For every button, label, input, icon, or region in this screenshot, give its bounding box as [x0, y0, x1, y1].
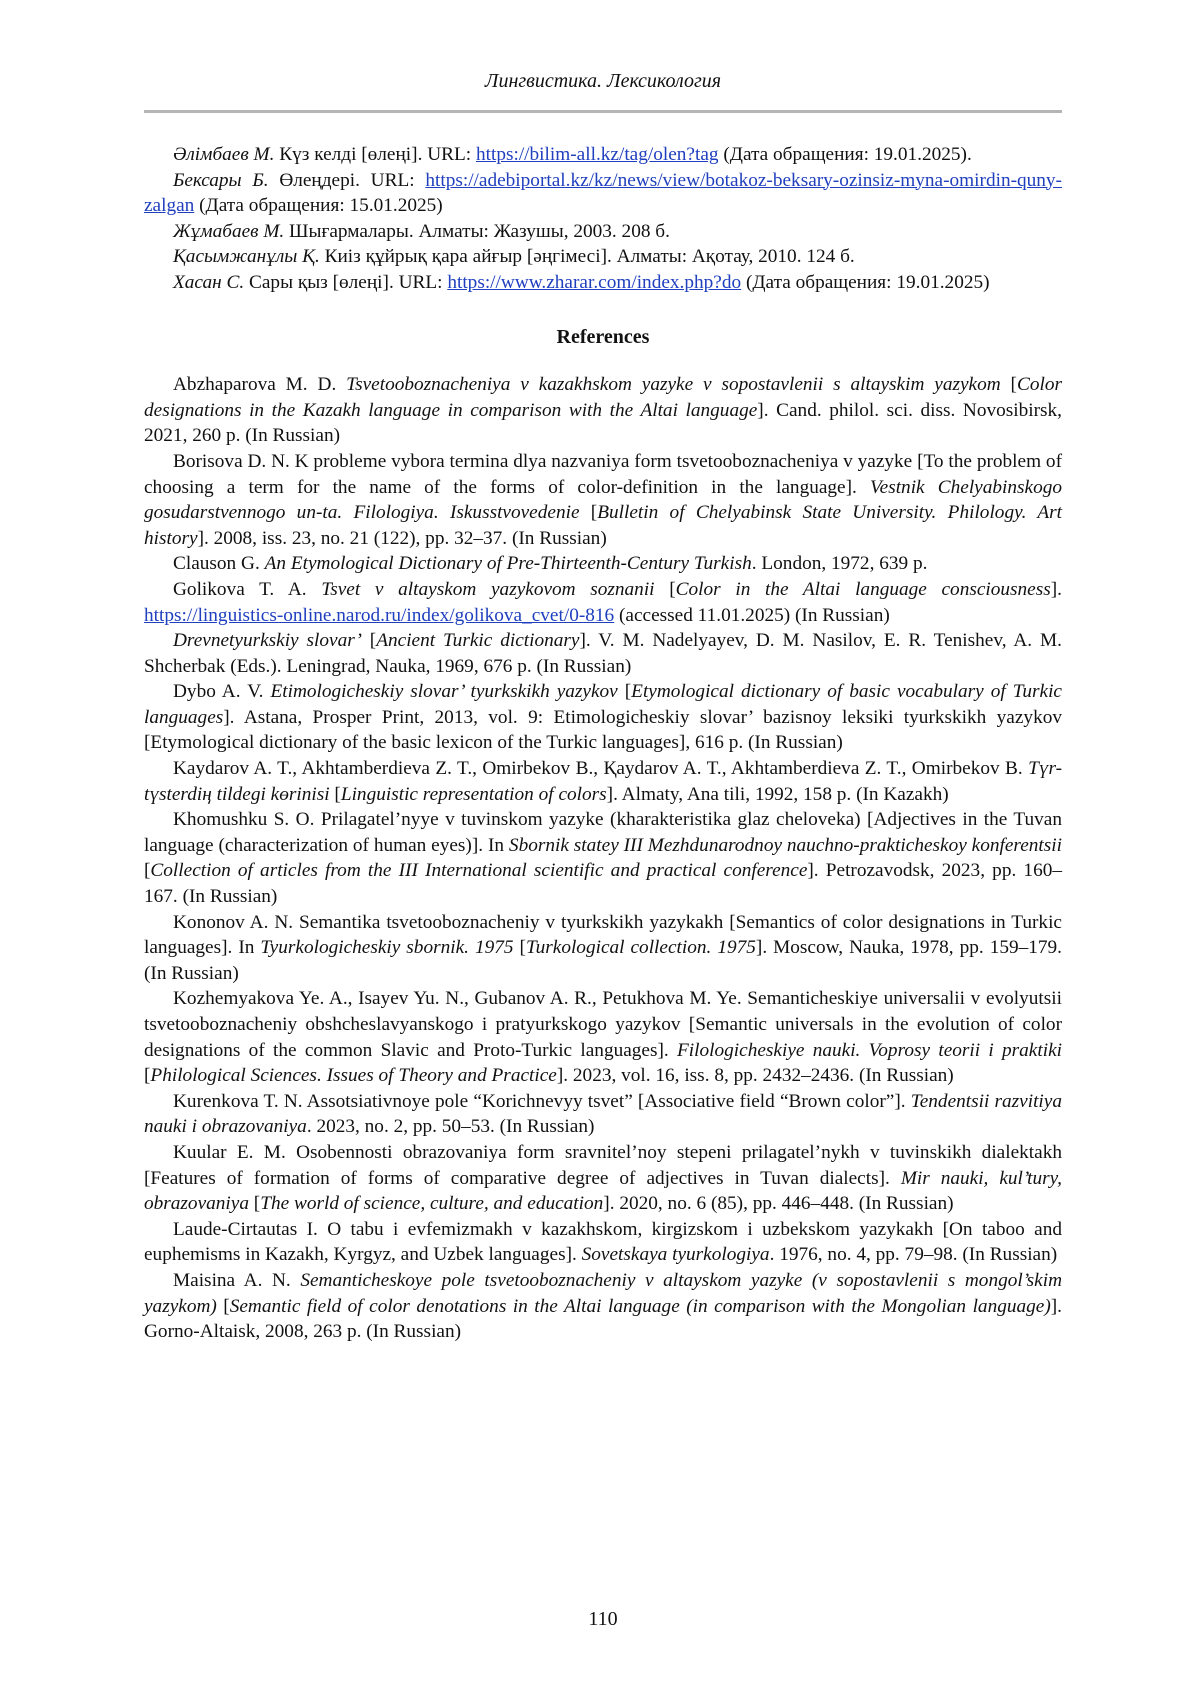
reference-text: (accessed 11.01.2025) (In Russian): [614, 604, 890, 626]
page-number: 110: [588, 1608, 618, 1630]
source-link[interactable]: https://www.zharar.com/index.php?do: [447, 271, 742, 293]
reference-text: ]. 2020, no. 6 (85), pp. 446–448. (In Russian): [603, 1193, 954, 1215]
reference-title-italic: Tyurkologicheskiy sbornik. 1975: [260, 937, 514, 959]
reference-text: Dybo A. V.: [173, 681, 271, 703]
reference-title-italic: Linguistic representation of colors: [340, 783, 607, 805]
reference-title-italic: Turkological collection. 1975: [525, 937, 756, 959]
reference-title-italic: Tsvetooboznacheniya v kazakhskom yazyke v sopostavlenii s altayskim yazykom: [346, 374, 1001, 396]
reference-text: Abzhaparova M. D.: [173, 374, 347, 396]
source-tail: (Дата обращения: 19.01.2025): [741, 271, 990, 293]
reference-text: ]. V. M. Nadelyayev, D. M. Nasilov, E. R. Tenishev, A. M. Shcherbak (Eds.). Leningrad, Nauka, 1969, 676 p. (In Russian): [144, 630, 1062, 677]
reference-entry: [144, 449, 1062, 551]
reference-text: [: [144, 860, 151, 882]
reference-entry: [144, 372, 1062, 449]
reference-title-italic: Etymological dictionary of basic vocabulary of Turkic languages: [144, 681, 1062, 728]
source-text: Өлеңдері. URL:: [268, 169, 426, 191]
reference-text: ]. Cand. philol. sci. diss. Novosibirsk, 2021, 260 p. (In Russian): [144, 399, 1062, 447]
reference-text: [: [329, 783, 341, 805]
source-link[interactable]: https://bilim-all.kz/tag/olen?tag: [475, 144, 719, 165]
reference-text: Kuular E. M. Osobennosti obrazovaniya form sravnitel’noy stepeni prilagatel’nykh v tuvinskikh dialektakh [Features of formation of forms of comparative degree of adjectives in Tuvan dialects].: [144, 1141, 1062, 1189]
page-content: [144, 142, 1062, 1345]
reference-title-italic: Mir nauki, kul’tury, obrazovaniya: [144, 1167, 1062, 1215]
reference-text: ]. Astana, Prosper Print, 2013, vol. 9: Etimologicheskiy slovar’ bazisnoy leksiki tyurkskikh yazykov [Etymological dictionary of the basic lexicon of the Turkic languages], 616 p. (In Russian): [144, 706, 1062, 754]
reference-text: . 2023, no. 2, pp. 50–53. (In Russian): [306, 1116, 595, 1138]
reference-text: ]. 2023, vol. 16, iss. 8, pp. 2432–2436. (In Russian): [556, 1065, 954, 1087]
reference-text: . London, 1972, 639 p.: [751, 553, 928, 575]
reference-title-italic: The world of science, culture, and education: [260, 1193, 604, 1215]
reference-text: Maisina A. N.: [173, 1269, 301, 1291]
source-entry: [144, 168, 1062, 219]
source-author: Қасымжанұлы Қ.: [173, 246, 320, 268]
reference-title-italic: Philological Sciences. Issues of Theory and Practice: [150, 1065, 557, 1087]
reference-text: ]. 2008, iss. 23, no. 21 (122), pp. 32–37. (In Russian): [197, 527, 607, 549]
reference-link[interactable]: https://linguistics-online.narod.ru/index/golikova_cvet/0-816: [144, 604, 615, 626]
reference-title-italic: Color designations in the Kazakh language in comparison with the Altai language: [144, 374, 1062, 421]
source-author: Жұмабаев М.: [173, 220, 285, 242]
reference-text: Borisova D. N. K probleme vybora termina dlya nazvaniya form tsvetooboznacheniya v yazyke [To the problem of choosing a term for the name of the forms of color-definition in the language].: [144, 450, 1062, 498]
source-entry: [144, 219, 1062, 245]
reference-text: Kononov A. N. Semantika tsvetooboznacheniy v tyurkskikh yazykakh [Semantics of color designations in Turkic languages]. In: [144, 911, 1062, 959]
source-text: Сары қыз [өлеңі]. URL:: [244, 271, 448, 293]
sources-list: [144, 142, 1062, 296]
reference-text: Khomushku S. O. Prilagatel’nyye v tuvinskom yazyke (kharakteristika glaz cheloveka) [Adjectives in the Tuvan language (characterization of human eyes)]. In: [144, 809, 1062, 856]
running-header: Лингвистика. Лексикология: [484, 70, 722, 92]
reference-text: ]. Moscow, Nauka, 1978, pp. 159–179. (In Russian): [144, 937, 1063, 984]
reference-text: Golikova T. A.: [173, 578, 322, 600]
source-text: Шығармалары. Алматы: Жазушы, 2003. 208 б.: [284, 220, 670, 242]
reference-title-italic: Sovetskaya tyurkologiya: [581, 1244, 770, 1266]
reference-entry: [144, 679, 1062, 756]
reference-text: . 1976, no. 4, pp. 79–98. (In Russian): [769, 1244, 1058, 1266]
reference-entry: [144, 910, 1062, 987]
source-author: Хасан С.: [173, 271, 245, 293]
reference-entry: [144, 628, 1062, 679]
reference-text: [: [654, 578, 676, 600]
reference-entry: [144, 1217, 1062, 1268]
reference-text: [: [361, 630, 377, 652]
reference-text: Kaydarov A. T., Akhtamberdieva Z. T., Omirbekov B., Қaydarov A. T., Akhtamberdieva Z. T., Omirbekov B.: [173, 758, 1029, 780]
reference-text: Clauson G.: [173, 553, 265, 575]
reference-text: [: [144, 1065, 151, 1087]
source-tail: (Дата обращения: 15.01.2025): [194, 195, 443, 217]
references-heading: References: [556, 325, 650, 348]
reference-text: ]. Petrozavodsk, 2023, pp. 160–167. (In Russian): [144, 860, 1062, 908]
reference-title-italic: Bulletin of Chelyabinsk State University. Philology. Art history: [144, 502, 1062, 549]
source-author: Бексары Б.: [173, 169, 269, 191]
reference-text: ]. Gorno-Altaisk, 2008, 263 p. (In Russian): [144, 1295, 1062, 1343]
reference-title-italic: Semanticheskoye pole tsvetooboznacheniy v altayskom yazyke (v sopostavlenii s mongol’skim yazykom): [144, 1269, 1062, 1317]
source-text: Киіз құйрық қара айғыр [әңгімесі]. Алматы: Ақотау, 2010. 124 б.: [319, 246, 855, 268]
source-entry: [144, 270, 1062, 296]
reference-text: [: [513, 937, 526, 959]
reference-title-italic: Ancient Turkic dictionary: [376, 630, 580, 652]
reference-title-italic: Filologicheskiye nauki. Voprosy teorii i praktiki: [677, 1039, 1062, 1061]
reference-text: [: [216, 1295, 230, 1317]
source-tail: (Дата обращения: 19.01.2025).: [718, 144, 972, 165]
reference-title-italic: Semantic field of color denotations in the Altai language (in comparison with the Mongolian language): [229, 1295, 1051, 1317]
reference-entry: [144, 756, 1062, 807]
reference-title-italic: Drevnetyurkskiy slovar’: [173, 630, 362, 652]
source-text: Күз келді [өлеңі]. URL:: [274, 144, 476, 165]
reference-title-italic: Sbornik statey III Mezhdunarodnoy nauchno-prakticheskoy konferentsii: [508, 834, 1062, 856]
reference-text: ]. Almaty, Ana tili, 1992, 158 p. (In Kazakh): [606, 783, 949, 805]
reference-title-italic: Vestnik Chelyabinskogo gosudarstvennogo un-ta. Filologiya. Iskusstvovedenie: [144, 476, 1062, 524]
reference-title-italic: Tүr-tүsterdiң tildegi kөrinisi: [144, 758, 1062, 805]
reference-title-italic: Tsvet v altayskom yazykovom soznanii: [321, 578, 655, 600]
reference-title-italic: Etimologicheskiy slovar’ tyurkskikh yazykov: [270, 681, 618, 703]
reference-title-italic: Color in the Altai language consciousness: [675, 578, 1051, 600]
reference-entry: [144, 1089, 1062, 1140]
reference-text: [: [617, 681, 632, 703]
reference-text: [: [1000, 374, 1017, 396]
reference-text: ].: [1050, 578, 1063, 600]
reference-entry: [144, 1140, 1062, 1217]
references-list: [144, 372, 1062, 1345]
reference-text: Kozhemyakova Ye. A., Isayev Yu. N., Gubanov A. R., Petukhova M. Ye. Semanticheskiye universalii v evolyutsii tsvetooboznacheniy obshcheslavyanskogo i pratyurkskogo yazykov [Semantic universals in the evolution of color designations of the common Slavic and Proto-Turkic languages].: [144, 988, 1062, 1061]
reference-entry: [144, 1268, 1062, 1345]
reference-text: Kurenkova T. N. Assotsiativnoye pole “Korichnevyy tsvet” [Associative field “Brown color”].: [173, 1090, 911, 1112]
source-author: Әлімбаев М.: [173, 144, 275, 165]
reference-entry: [144, 577, 1062, 628]
reference-text: Laude-Cirtautas I. O tabu i evfemizmakh v kazakhskom, kirgizskom i uzbekskom yazykakh [On taboo and euphemisms in Kazakh, Kyrgyz, and Uzbek languages].: [144, 1218, 1062, 1266]
header-rule: [144, 110, 1062, 113]
reference-entry: [144, 807, 1062, 909]
source-entry: [144, 142, 1062, 168]
reference-title-italic: Tendentsii razvitiya nauki i obrazovaniya: [144, 1090, 1062, 1138]
source-entry: [144, 244, 1062, 270]
source-link[interactable]: https://adebiportal.kz/kz/news/view/botakoz-beksary-ozinsiz-myna-omirdin-quny-zalgan: [144, 169, 1062, 217]
reference-entry: [144, 986, 1062, 1088]
reference-text: [: [248, 1193, 261, 1215]
reference-text: [: [579, 502, 598, 524]
reference-title-italic: An Etymological Dictionary of Pre-Thirteenth-Century Turkish: [264, 553, 752, 575]
reference-title-italic: Collection of articles from the III International scientific and practical conference: [150, 860, 808, 882]
reference-entry: [144, 551, 1062, 577]
